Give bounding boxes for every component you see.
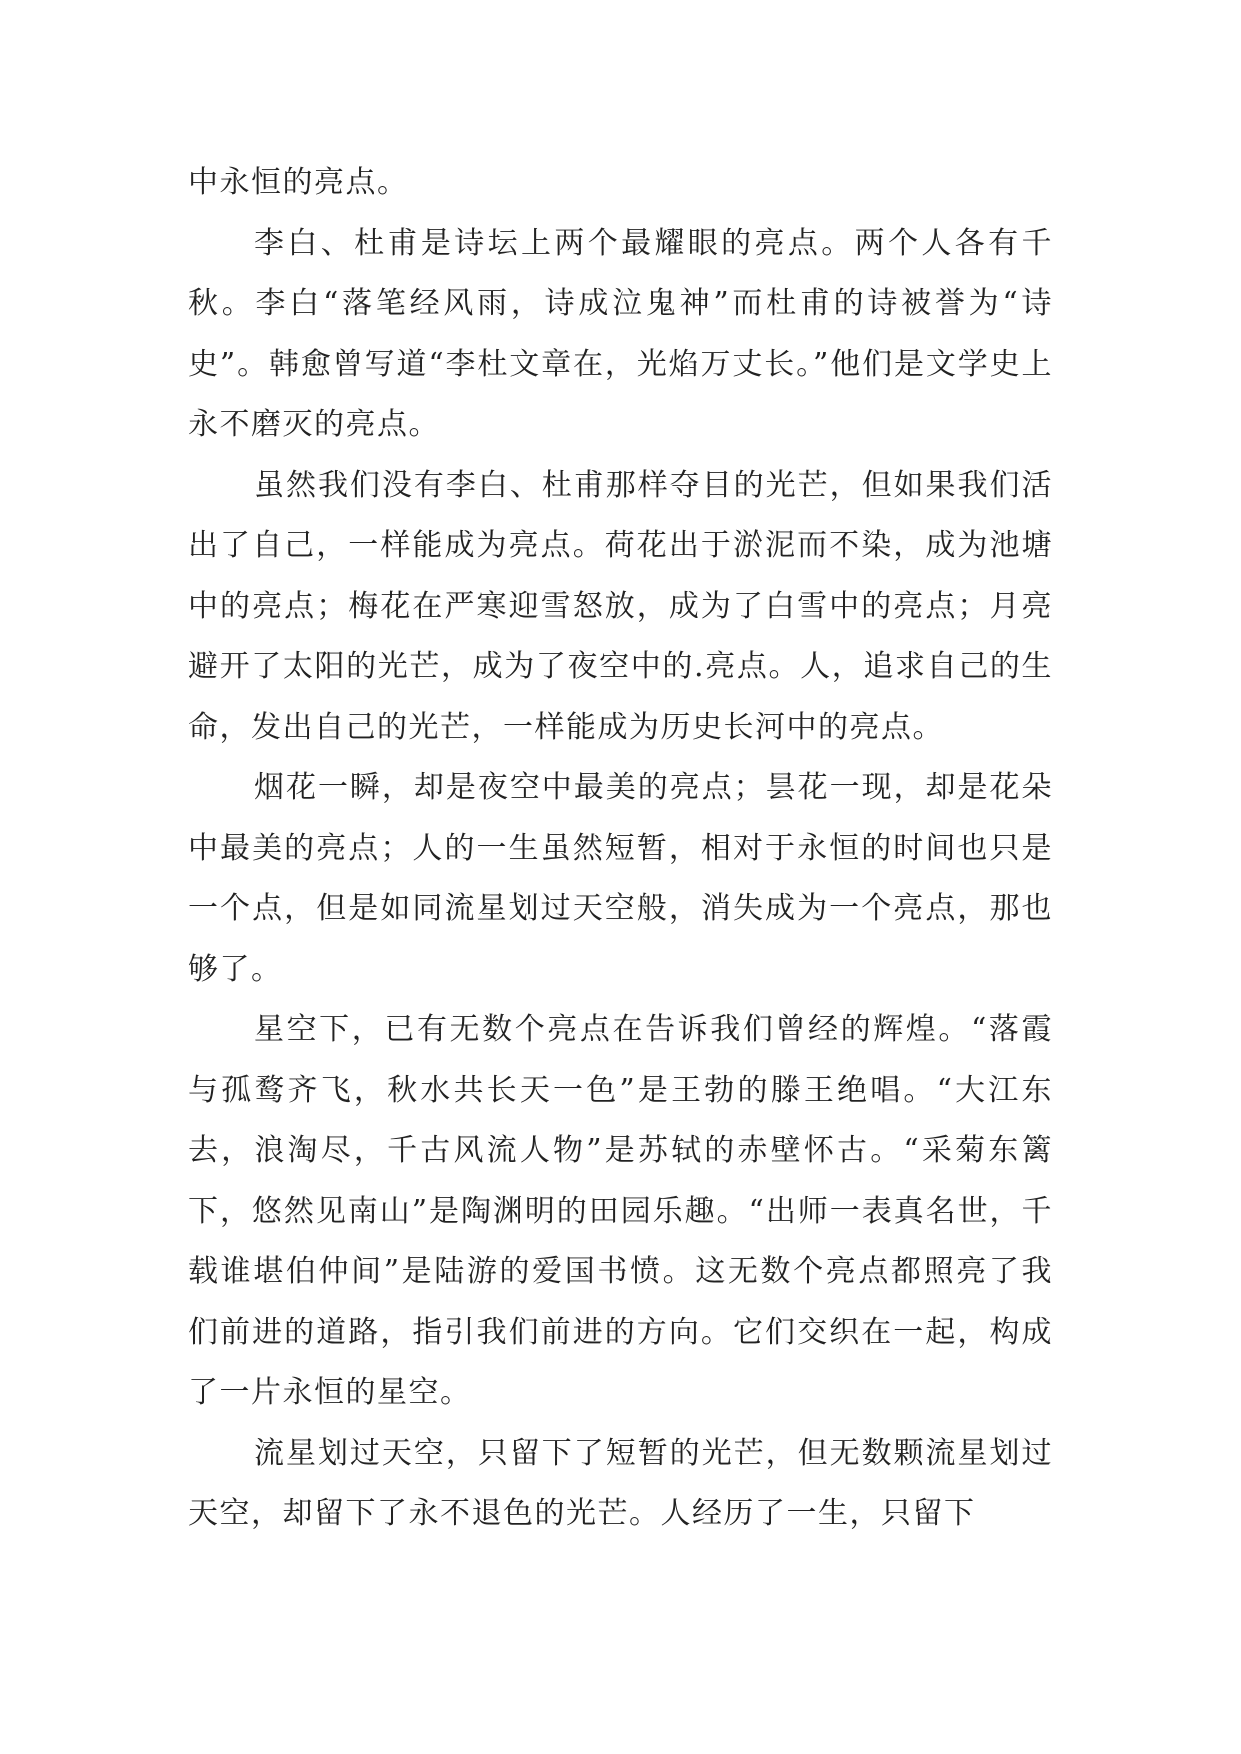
paragraph-3: 虽然我们没有李白、杜甫那样夺目的光芒，但如果我们活出了自己，一样能成为亮点。荷花出于淤泥而不染，成为池塘中的亮点；梅花在严寒迎雪怒放，成为了白雪中的亮点；月亮避开了太阳的光芒，成为了夜空中的.亮点。人，追求自己的生命，发出自己的光芒，一样能成为历史长河中的亮点。 [188, 467, 1053, 745]
paragraph-1: 中永恒的亮点。 [188, 165, 409, 200]
document-body [188, 153, 1053, 1545]
paragraph-5: 星空下，已有无数个亮点在告诉我们曾经的辉煌。“落霞与孤鹜齐飞，秋水共长天一色”是王勃的滕王绝唱。“大江东去，浪淘尽，千古风流人物”是苏轼的赤壁怀古。“采菊东篱下，悠然见南山”是陶渊明的田园乐趣。“出师一表真名世，千载谁堪伯仲间”是陆游的爱国书愤。这无数个亮点都照亮了我们前进的道路，指引我们前进的方向。它们交织在一起，构成了一片永恒的星空。 [188, 1012, 1053, 1410]
paragraph-4: 烟花一瞬，却是夜空中最美的亮点；昙花一现，却是花朵中最美的亮点；人的一生虽然短暂，相对于永恒的时间也只是一个点，但是如同流星划过天空般，消失成为一个亮点，那也够了。 [188, 770, 1053, 987]
paragraph-6: 流星划过天空，只留下了短暂的光芒，但无数颗流星划过天空，却留下了永不退色的光芒。人经历了一生，只留下 [188, 1435, 1053, 1531]
paragraph-2: 李白、杜甫是诗坛上两个最耀眼的亮点。两个人各有千秋。李白“落笔经风雨，诗成泣鬼神”而杜甫的诗被誉为“诗史”。韩愈曾写道“李杜文章在，光焰万丈长。”他们是文学史上永不磨灭的亮点。 [188, 225, 1053, 442]
